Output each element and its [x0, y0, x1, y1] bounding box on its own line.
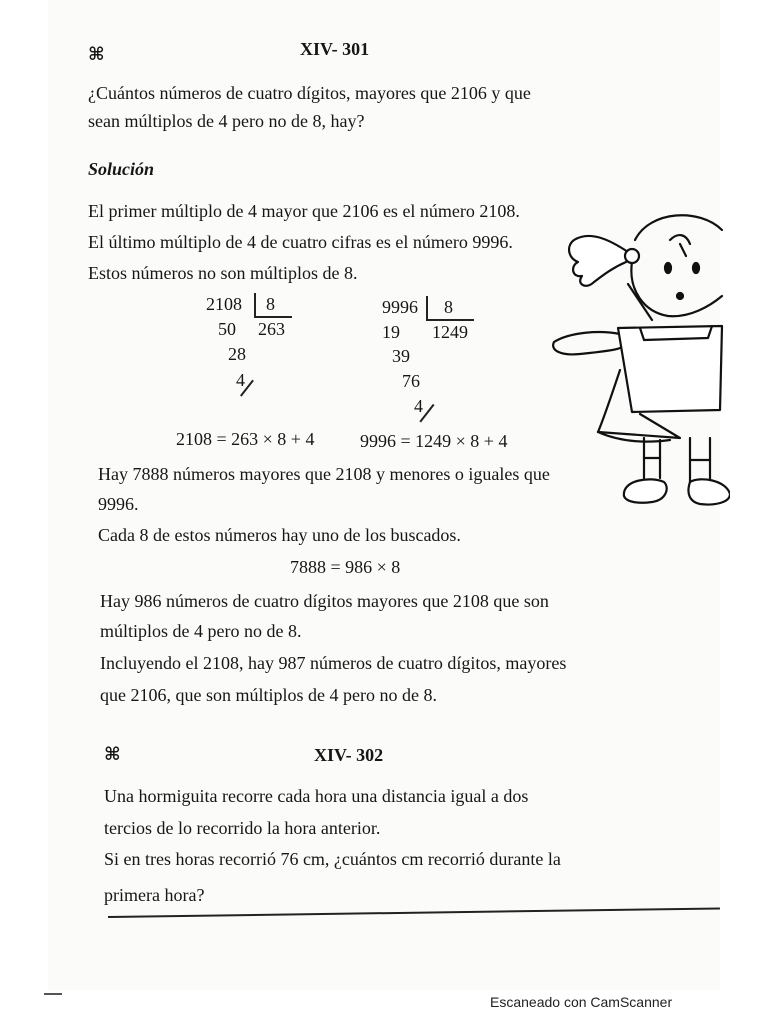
solution-heading: Solución	[88, 159, 155, 179]
scan-mark	[44, 993, 62, 995]
dividend: 2108	[206, 294, 242, 314]
problem-line: Si en tres horas recorrió 76 cm, ¿cuántos cm recorrió durante la	[104, 849, 561, 869]
problem-line: Una hormiguita recorre cada hora una distancia igual a dos	[104, 786, 529, 806]
question-line: sean múltiplos de 4 pero no de 8, hay?	[88, 111, 365, 131]
division-step: 19	[382, 322, 400, 342]
divisor: 8	[266, 294, 275, 314]
quotient: 263	[258, 319, 285, 339]
problem-line: primera hora?	[104, 885, 205, 905]
division-bracket-vertical	[426, 296, 428, 320]
paragraph-line: múltiplos de 4 pero no de 8.	[100, 621, 302, 641]
dividend: 9996	[382, 297, 418, 317]
paragraph-line: Cada 8 de estos números hay uno de los buscados.	[98, 525, 461, 545]
division-step: 28	[228, 344, 246, 364]
division-step: 76	[402, 371, 420, 391]
solution-line: Estos números no son múltiplos de 8.	[88, 263, 358, 283]
question-line: ¿Cuántos números de cuatro dígitos, mayores que 2106 y que	[88, 83, 531, 103]
quotient: 1249	[432, 322, 468, 342]
command-symbol-icon: ⌘	[104, 744, 121, 765]
problem-title: XIV- 301	[300, 39, 370, 59]
paragraph-line: que 2106, que son múltiplos de 4 pero no de 8.	[100, 685, 437, 705]
remainder: 4	[414, 396, 423, 416]
divisor: 8	[444, 297, 453, 317]
command-symbol-icon: ⌘	[88, 44, 105, 65]
equation: 9996 = 1249 × 8 + 4	[360, 431, 508, 451]
remainder: 4	[236, 370, 245, 390]
paragraph-line: Incluyendo el 2108, hay 987 números de cuatro dígitos, mayores	[100, 653, 567, 673]
division-step: 39	[392, 346, 410, 366]
equation: 2108 = 263 × 8 + 4	[176, 429, 315, 449]
division-step: 50	[218, 319, 236, 339]
division-bracket-vertical	[254, 293, 256, 317]
paragraph-line: Hay 986 números de cuatro dígitos mayores que 2108 que son	[100, 591, 549, 611]
camscanner-watermark: Escaneado con CamScanner	[490, 994, 673, 1010]
problem-title: XIV- 302	[314, 745, 384, 765]
solution-line: El primer múltiplo de 4 mayor que 2106 es el número 2108.	[88, 201, 520, 221]
paragraph-line: 9996.	[98, 494, 139, 514]
equation: 7888 = 986 × 8	[290, 557, 401, 577]
problem-line: tercios de lo recorrido la hora anterior.	[104, 818, 381, 838]
solution-line: El último múltiplo de 4 de cuatro cifras es el número 9996.	[88, 232, 513, 252]
paragraph-line: Hay 7888 números mayores que 2108 y menores o iguales que	[98, 464, 550, 484]
girl-illustration	[540, 200, 730, 530]
